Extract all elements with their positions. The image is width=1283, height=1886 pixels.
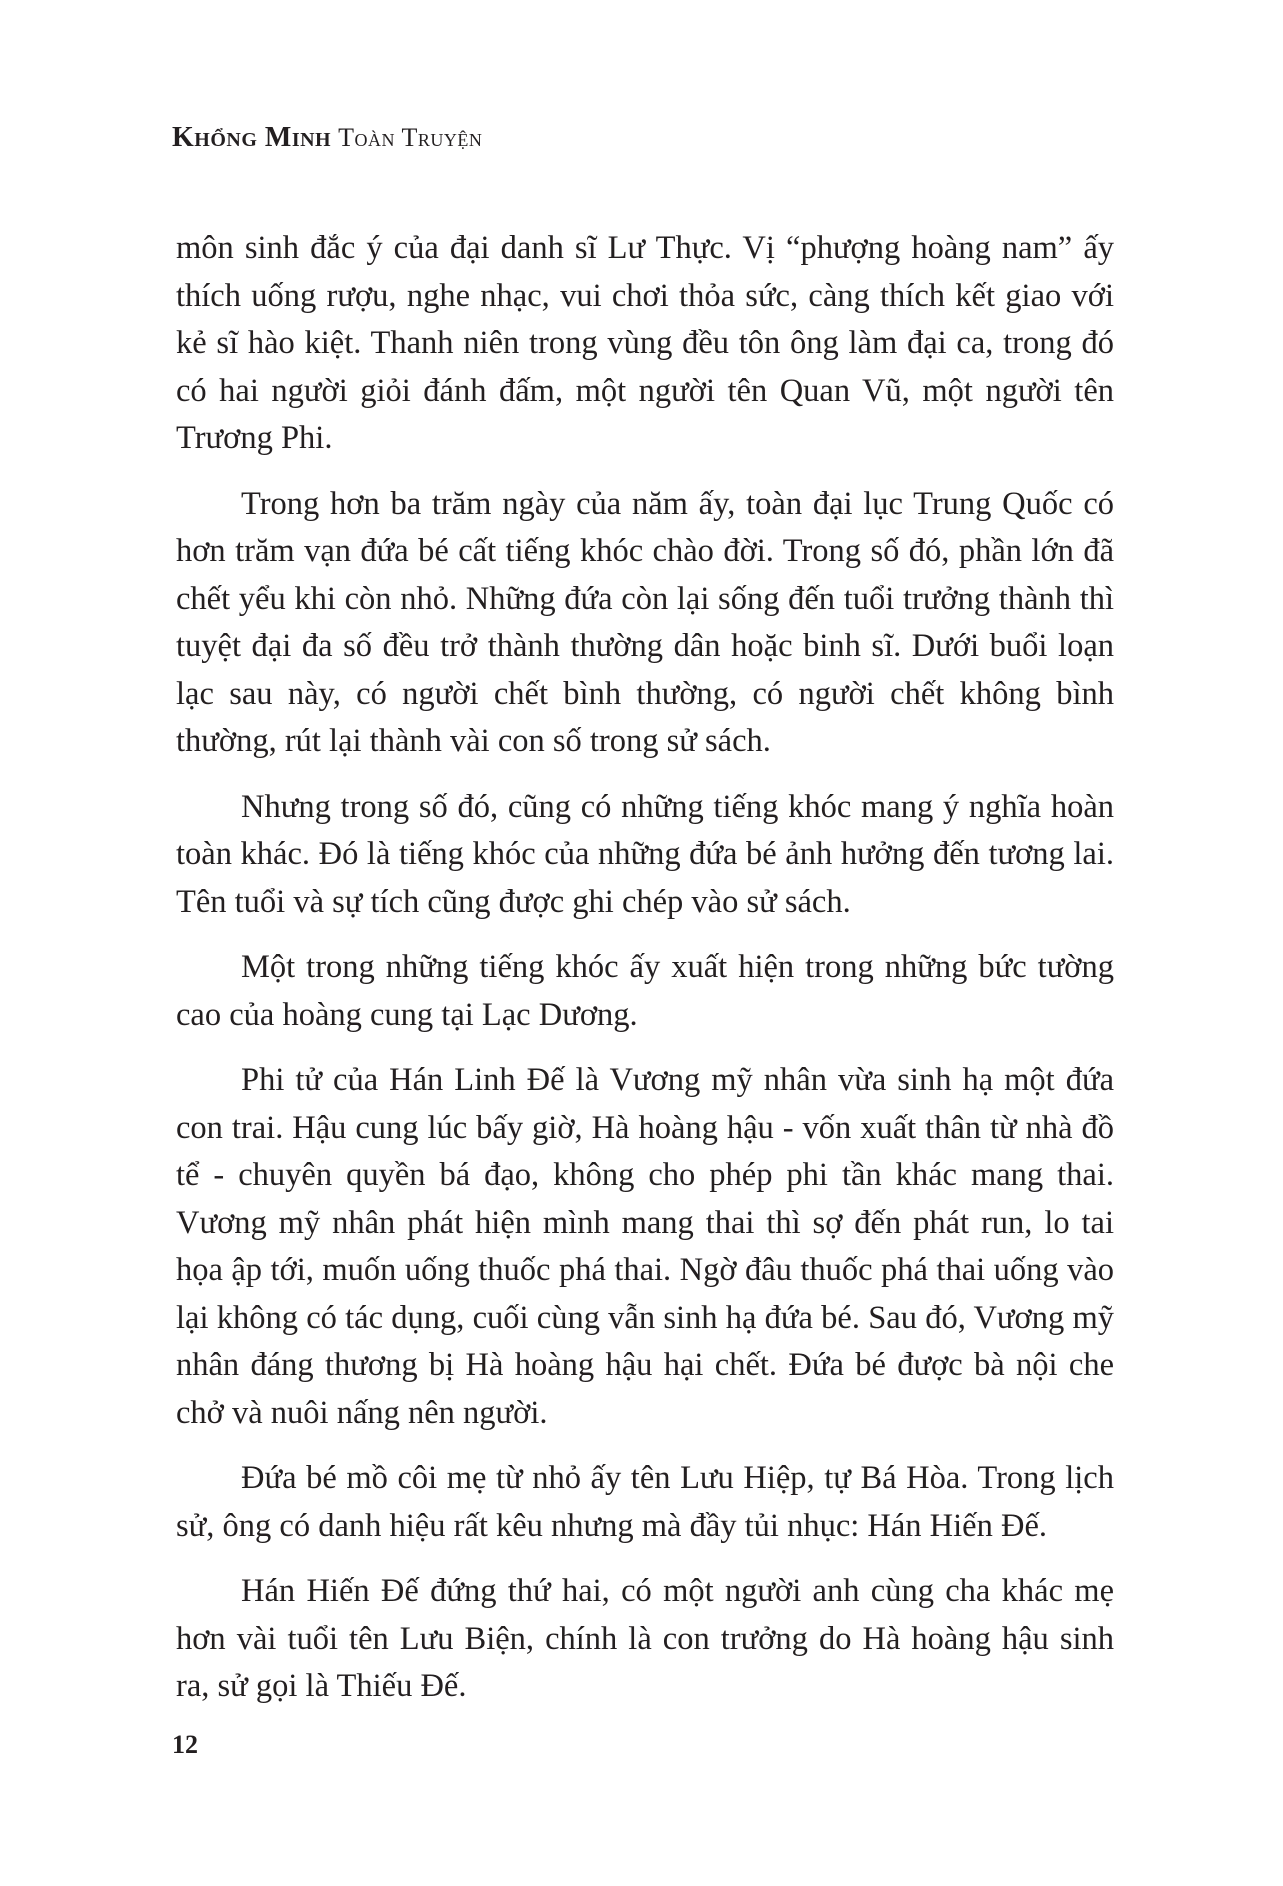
running-header: [172, 122, 482, 154]
body-text: [176, 225, 1114, 1729]
header-title-normal: Toàn Truyện: [338, 123, 483, 152]
paragraph-7: Hán Hiến Đế đứng thứ hai, có một người anh cùng cha khác mẹ hơn vài tuổi tên Lưu Biện, chính là con trưởng do Hà hoàng hậu sinh ra, sử gọi là Thiếu Đế.: [176, 1573, 1114, 1704]
paragraph-1: môn sinh đắc ý của đại danh sĩ Lư Thực. Vị “phượng hoàng nam” ấy thích uống rượu, nghe nhạc, vui chơi thỏa sức, càng thích kết giao với kẻ sĩ hào kiệt. Thanh niên trong vùng đều tôn ông làm đại ca, trong đó có hai người giỏi đánh đấm, một người tên Quan Vũ, một người tên Trương Phi.: [176, 230, 1114, 456]
paragraph-5: Phi tử của Hán Linh Đế là Vương mỹ nhân vừa sinh hạ một đứa con trai. Hậu cung lúc bấy giờ, Hà hoàng hậu - vốn xuất thân từ nhà đồ tể - chuyên quyền bá đạo, không cho phép phi tần khác mang thai. Vương mỹ nhân phát hiện mình mang thai thì sợ đến phát run, lo tai họa ập tới, muốn uống thuốc phá thai. Ngờ đâu thuốc phá thai uống vào lại không có tác dụng, cuối cùng vẫn sinh hạ đứa bé. Sau đó, Vương mỹ nhân đáng thương bị Hà hoàng hậu hại chết. Đứa bé được bà nội che chở và nuôi nấng nên người.: [176, 1062, 1114, 1431]
paragraph-2: Trong hơn ba trăm ngày của năm ấy, toàn đại lục Trung Quốc có hơn trăm vạn đứa bé cất tiếng khóc chào đời. Trong số đó, phần lớn đã chết yểu khi còn nhỏ. Những đứa còn lại sống đến tuổi trưởng thành thì tuyệt đại đa số đều trở thành thường dân hoặc binh sĩ. Dưới buổi loạn lạc sau này, có người chết bình thường, có người chết không bình thường, rút lại thành vài con số trong sử sách.: [176, 485, 1114, 759]
paragraph-4: Một trong những tiếng khóc ấy xuất hiện trong những bức tường cao của hoàng cung tại Lạc Dương.: [176, 949, 1114, 1033]
paragraph-6: Đứa bé mồ côi mẹ từ nhỏ ấy tên Lưu Hiệp, tự Bá Hòa. Trong lịch sử, ông có danh hiệu rất kêu nhưng mà đầy tủi nhục: Hán Hiến Đế.: [176, 1460, 1114, 1544]
header-title-bold: Khổng Minh: [172, 122, 332, 153]
page-number: 12: [172, 1730, 198, 1759]
paragraph-3: Nhưng trong số đó, cũng có những tiếng khóc mang ý nghĩa hoàn toàn khác. Đó là tiếng khóc của những đứa bé ảnh hưởng đến tương lai. Tên tuổi và sự tích cũng được ghi chép vào sử sách.: [176, 788, 1114, 920]
